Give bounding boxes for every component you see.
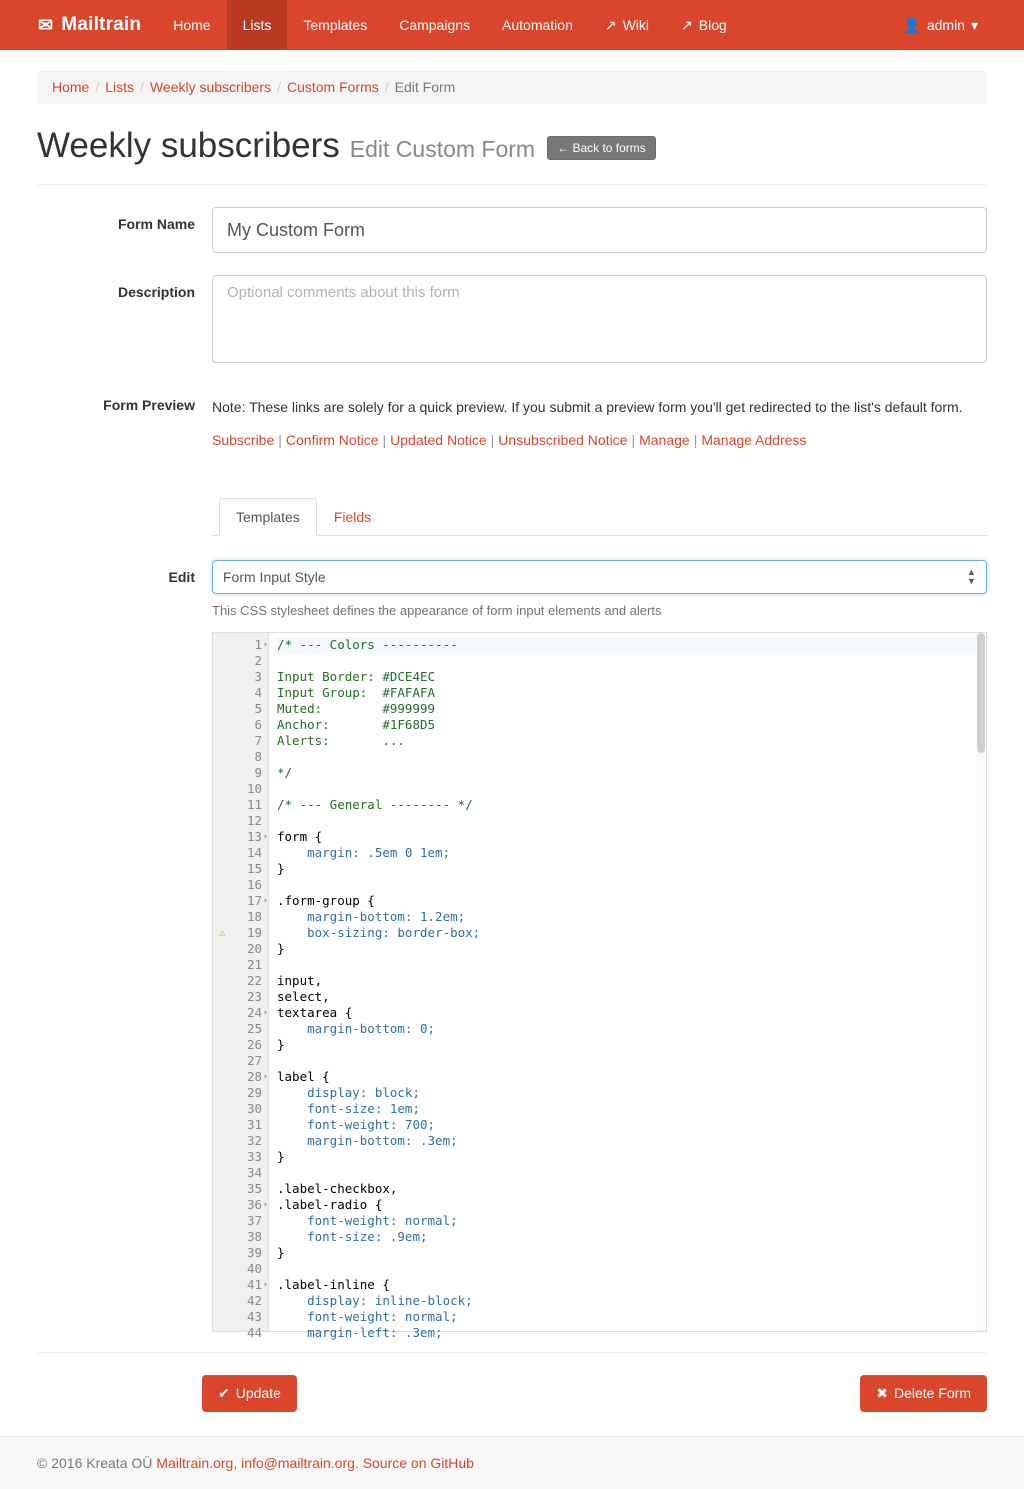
footer-sep-1: , bbox=[233, 1455, 242, 1471]
edit-select-row bbox=[37, 560, 987, 1340]
delete-button-label: Delete Form bbox=[893, 1385, 971, 1401]
editor-line-number: 15 bbox=[246, 861, 262, 876]
editor-line-number: 35 bbox=[246, 1181, 262, 1196]
editor-line-number: 3 bbox=[254, 669, 262, 684]
editor-line-text: font-size: .9em; bbox=[277, 1229, 428, 1244]
nav-label-campaigns: Campaigns bbox=[399, 17, 471, 33]
fold-toggle-icon[interactable]: ▾ bbox=[263, 1200, 268, 1209]
nav-item-automation[interactable] bbox=[486, 0, 589, 50]
cross-icon: ✖ bbox=[876, 1385, 888, 1401]
preview-link-unsubscribed-notice[interactable]: Unsubscribed Notice bbox=[498, 432, 628, 448]
editor-line bbox=[277, 797, 986, 813]
preview-link-confirm-notice[interactable]: Confirm Notice bbox=[285, 432, 379, 448]
editor-line-number: 5 bbox=[254, 701, 262, 716]
editor-line bbox=[277, 1101, 986, 1117]
editor-line-number: 34 bbox=[246, 1165, 262, 1180]
editor-line-text: font-weight: normal; bbox=[277, 1309, 458, 1324]
editor-line-number: 24 ▾ bbox=[246, 1005, 268, 1020]
footer-sep-2: . bbox=[354, 1455, 363, 1471]
external-link-icon: ↗ bbox=[681, 16, 693, 33]
breadcrumb-sep: / bbox=[140, 79, 144, 95]
editor-line bbox=[277, 1245, 986, 1261]
editor-line-text: form { bbox=[277, 829, 323, 844]
editor-line-number: 14 bbox=[246, 845, 262, 860]
editor-line-number: 13 ▾ bbox=[246, 829, 268, 844]
fold-toggle-icon[interactable]: ▾ bbox=[263, 832, 268, 841]
tab-templates[interactable]: Templates bbox=[219, 498, 317, 536]
tabs bbox=[212, 498, 987, 536]
editor-line-number: 23 bbox=[246, 989, 262, 1004]
editor-line-text: font-weight: 700; bbox=[277, 1117, 436, 1132]
link-separator: | bbox=[693, 432, 698, 448]
footer-link-mailtrain[interactable]: Mailtrain.org bbox=[156, 1455, 234, 1471]
editor-line-number: 27 bbox=[246, 1053, 262, 1068]
editor-line-text: } bbox=[277, 1149, 285, 1164]
nav-label-blog: Blog bbox=[698, 17, 727, 33]
user-name: admin bbox=[926, 17, 965, 33]
editor-line-number: 26 bbox=[246, 1037, 262, 1052]
editor-line bbox=[277, 1197, 986, 1213]
editor-line-number: 28 ▾ bbox=[246, 1069, 268, 1084]
editor-line bbox=[277, 1165, 986, 1181]
editor-line-number: 22 bbox=[246, 973, 262, 988]
breadcrumb-item-list[interactable]: Weekly subscribers bbox=[149, 79, 272, 95]
editor-line bbox=[277, 925, 986, 941]
editor-line-text: } bbox=[277, 1037, 285, 1052]
editor-line bbox=[277, 1213, 986, 1229]
editor-line-number: 6 bbox=[254, 717, 262, 732]
nav-label-lists: Lists bbox=[242, 17, 272, 33]
editor-line bbox=[277, 733, 986, 749]
editor-line-text: } bbox=[277, 941, 285, 956]
editor-line-text: Anchor: #1F68D5 bbox=[277, 717, 436, 732]
editor-line-text: .label-radio { bbox=[277, 1197, 383, 1212]
editor-line-text: .form-group { bbox=[277, 893, 375, 908]
envelope-icon: ✉ bbox=[38, 15, 54, 35]
select-stepper-icon: ▲ ▼ bbox=[967, 567, 976, 586]
editor-line-text: display: inline-block; bbox=[277, 1293, 473, 1308]
editor-line-text: margin-bottom: 0; bbox=[277, 1021, 436, 1036]
editor-line-number: 43 bbox=[246, 1309, 262, 1324]
editor-line bbox=[277, 1005, 986, 1021]
editor-line-number: 8 bbox=[254, 749, 262, 764]
editor-line-number: 31 bbox=[246, 1117, 262, 1132]
editor-line-text: .label-checkbox, bbox=[277, 1181, 398, 1196]
editor-line-number: 36 ▾ bbox=[246, 1197, 268, 1212]
form-preview-row bbox=[37, 388, 987, 448]
editor-line bbox=[277, 781, 986, 797]
editor-line bbox=[277, 765, 986, 781]
nav-item-wiki[interactable] bbox=[589, 0, 665, 50]
editor-line-text: margin-left: .3em; bbox=[277, 1325, 443, 1340]
editor-line bbox=[277, 637, 986, 653]
check-icon: ✔ bbox=[218, 1385, 230, 1401]
top-navbar bbox=[0, 0, 1024, 50]
editor-line-number: 32 bbox=[246, 1133, 262, 1148]
select-help-text: This CSS stylesheet defines the appearance of form input elements and alerts bbox=[212, 603, 662, 618]
footer-link-email[interactable]: info@mailtrain.org bbox=[241, 1455, 355, 1471]
back-to-forms-button[interactable]: ← Back to forms bbox=[547, 136, 656, 160]
update-button-label: Update bbox=[235, 1385, 281, 1401]
brand-logo[interactable] bbox=[0, 0, 157, 50]
editor-line-number: 33 bbox=[246, 1149, 262, 1164]
editor-line-number: 37 bbox=[246, 1213, 262, 1228]
preview-link-updated-notice[interactable]: Updated Notice bbox=[390, 432, 487, 448]
description-label: Description bbox=[117, 284, 195, 300]
editor-line bbox=[277, 1293, 986, 1309]
link-separator: | bbox=[490, 432, 495, 448]
editor-line-text: margin-bottom: .3em; bbox=[277, 1133, 458, 1148]
editor-line bbox=[277, 893, 986, 909]
editor-line-text: label { bbox=[277, 1069, 330, 1084]
description-field bbox=[212, 275, 987, 366]
editor-line-number: 1 ▾ bbox=[254, 637, 268, 652]
editor-line bbox=[277, 1149, 986, 1165]
form-preview-field bbox=[212, 388, 987, 448]
link-separator: | bbox=[382, 432, 387, 448]
preview-link-manage[interactable]: Manage bbox=[639, 432, 690, 448]
editor-line-number: 29 bbox=[246, 1085, 262, 1100]
delete-form-button[interactable] bbox=[860, 1375, 987, 1412]
editor-line bbox=[277, 1309, 986, 1325]
breadcrumb-sep: / bbox=[384, 79, 389, 95]
editor-line-number: 7 bbox=[254, 733, 262, 748]
breadcrumb-item-lists[interactable]: Lists bbox=[105, 79, 135, 95]
editor-line bbox=[277, 653, 986, 669]
preview-link-subscribe[interactable]: Subscribe bbox=[212, 432, 275, 448]
editor-line-number: 17 ▾ bbox=[246, 893, 268, 908]
breadcrumb bbox=[37, 70, 987, 104]
editor-line-number: 30 bbox=[246, 1101, 262, 1116]
editor-line-number: 10 bbox=[246, 781, 262, 796]
editor-line-number: 18 bbox=[246, 909, 262, 924]
editor-line bbox=[277, 1261, 986, 1277]
editor-line-text: */ bbox=[277, 765, 293, 780]
editor-line-text: font-weight: normal; bbox=[277, 1213, 458, 1228]
editor-line-number: 39 bbox=[246, 1245, 262, 1260]
form-preview-note: Note: These links are solely for a quick preview. If you submit a preview form you'll get redirected to the list's default form. bbox=[212, 399, 963, 415]
fold-toggle-icon[interactable]: ▾ bbox=[263, 1008, 268, 1017]
editor-line-number: 16 bbox=[246, 877, 262, 892]
editor-line bbox=[277, 717, 986, 733]
nav-item-lists[interactable] bbox=[227, 0, 288, 50]
editor-line-text: .label-inline { bbox=[277, 1277, 390, 1292]
nav-item-campaigns[interactable] bbox=[383, 0, 486, 50]
editor-line-number: 12 bbox=[246, 813, 262, 828]
template-select[interactable] bbox=[212, 560, 987, 594]
update-button[interactable] bbox=[202, 1375, 297, 1412]
editor-line-number: 25 bbox=[246, 1021, 262, 1036]
form-actions bbox=[37, 1352, 987, 1412]
editor-line-number: 9 bbox=[254, 765, 262, 780]
editor-line-text: /* --- Colors ---------- bbox=[277, 637, 458, 652]
editor-line-number: 11 bbox=[246, 797, 262, 812]
editor-code-area[interactable] bbox=[269, 633, 986, 1340]
editor-line-number: 42 bbox=[246, 1293, 262, 1308]
editor-line-text: margin: .5em 0 1em; bbox=[277, 845, 451, 860]
nav-label-home: Home bbox=[173, 17, 211, 33]
editor-line bbox=[277, 1181, 986, 1197]
editor-line bbox=[277, 1277, 986, 1293]
footer-inner bbox=[37, 1455, 987, 1471]
editor-scrollbar[interactable] bbox=[976, 633, 986, 1331]
nav-label-templates: Templates bbox=[303, 17, 368, 33]
editor-line-text: input, bbox=[277, 973, 323, 988]
nav-item-home[interactable] bbox=[157, 0, 226, 50]
edit-select-wrap bbox=[212, 560, 987, 1340]
editor-line bbox=[277, 1021, 986, 1037]
editor-line bbox=[277, 957, 986, 973]
editor-scrollbar-thumb[interactable] bbox=[977, 633, 985, 753]
editor-line bbox=[277, 701, 986, 717]
form-name-field bbox=[212, 207, 987, 253]
editor-line-text: /* --- General -------- */ bbox=[277, 797, 473, 812]
nav-label-wiki: Wiki bbox=[622, 17, 650, 33]
editor-line bbox=[277, 861, 986, 877]
nav-item-templates[interactable] bbox=[287, 0, 383, 50]
page-title: Weekly subscribers bbox=[37, 126, 340, 165]
form-name-label: Form Name bbox=[117, 216, 195, 232]
editor-line-number: 21 bbox=[246, 957, 262, 972]
preview-link-manage-address[interactable]: Manage Address bbox=[701, 432, 807, 448]
breadcrumb-sep: / bbox=[277, 79, 281, 95]
editor-line-number: ⚠ 19 bbox=[213, 925, 268, 941]
editor-line bbox=[277, 973, 986, 989]
nav-label-automation: Automation bbox=[502, 17, 573, 33]
user-menu[interactable] bbox=[887, 0, 994, 50]
editor-line bbox=[277, 1069, 986, 1085]
editor-line-number: 2 bbox=[254, 653, 262, 668]
form-preview-links bbox=[212, 432, 987, 448]
editor-line bbox=[277, 909, 986, 925]
editor-line-number: 4 bbox=[254, 685, 262, 700]
editor-line-text: margin-bottom: 1.2em; bbox=[277, 909, 466, 924]
editor-line bbox=[277, 1053, 986, 1069]
editor-line bbox=[277, 829, 986, 845]
description-textarea[interactable] bbox=[212, 275, 987, 363]
editor-line bbox=[277, 1133, 986, 1149]
footer-link-github[interactable]: Source on GitHub bbox=[362, 1455, 474, 1471]
editor-line-number: 41 ▾ bbox=[246, 1277, 268, 1292]
editor-line-number: 38 bbox=[246, 1229, 262, 1244]
breadcrumb-item-current: Edit Form bbox=[394, 79, 456, 95]
editor-line-text: box-sizing: border-box; bbox=[277, 925, 481, 940]
external-link-icon: ↗ bbox=[604, 16, 617, 33]
form-name-input[interactable] bbox=[212, 207, 987, 253]
form-preview-label: Form Preview bbox=[103, 397, 195, 413]
nav-item-blog[interactable] bbox=[665, 0, 743, 50]
editor-line-text: Muted: #999999 bbox=[277, 701, 436, 716]
editor-line bbox=[277, 1085, 986, 1101]
editor-line bbox=[277, 1229, 986, 1245]
edit-label: Edit bbox=[168, 569, 195, 585]
editor-line bbox=[277, 989, 986, 1005]
fold-toggle-icon[interactable]: ▾ bbox=[263, 1280, 268, 1289]
editor-line bbox=[277, 845, 986, 861]
footer-copyright: © 2016 Kreata OÜ bbox=[37, 1455, 157, 1471]
chevron-down-icon: ▾ bbox=[970, 16, 978, 33]
link-separator: | bbox=[631, 432, 636, 448]
editor-line-text: Alerts: ... bbox=[277, 733, 405, 748]
link-separator: | bbox=[278, 432, 282, 448]
editor-gutter bbox=[213, 633, 269, 1340]
editor-line-text: display: block; bbox=[277, 1085, 420, 1100]
editor-line bbox=[277, 813, 986, 829]
user-icon: 👤 bbox=[903, 16, 921, 33]
page-container bbox=[37, 70, 987, 1412]
editor-line-text: Input Group: #FAFAFA bbox=[277, 685, 436, 700]
editor-line-text: font-size: 1em; bbox=[277, 1101, 420, 1116]
editor-line-number: 44 bbox=[246, 1325, 262, 1340]
editor-line-text: } bbox=[277, 861, 285, 876]
editor-line bbox=[277, 877, 986, 893]
editor-line-text: textarea { bbox=[277, 1005, 353, 1020]
tab-fields[interactable]: Fields bbox=[333, 509, 372, 525]
editor-line bbox=[277, 1117, 986, 1133]
brand-label: Mailtrain bbox=[61, 14, 142, 35]
navbar-right bbox=[887, 0, 1024, 50]
fold-toggle-icon[interactable]: ▾ bbox=[263, 640, 268, 649]
tabs-container bbox=[212, 498, 987, 536]
editor-line-number: 20 bbox=[246, 941, 262, 956]
description-row bbox=[37, 275, 987, 366]
editor-line bbox=[277, 685, 986, 701]
editor-line bbox=[277, 669, 986, 685]
editor-line-text: Input Border: #DCE4EC bbox=[277, 669, 436, 684]
fold-toggle-icon[interactable]: ▾ bbox=[263, 896, 268, 905]
page-header bbox=[37, 126, 987, 185]
editor-line-number: 40 bbox=[246, 1261, 262, 1276]
editor-line-text: select, bbox=[277, 989, 330, 1004]
breadcrumb-sep: / bbox=[95, 79, 100, 95]
css-code-editor[interactable] bbox=[212, 632, 987, 1340]
form-name-row bbox=[37, 207, 987, 253]
page-subtitle: Edit Custom Form bbox=[349, 136, 536, 162]
breadcrumb-item-custom-forms[interactable]: Custom Forms bbox=[286, 79, 379, 95]
editor-line bbox=[277, 941, 986, 957]
editor-line bbox=[277, 1037, 986, 1053]
editor-line-text: } bbox=[277, 1245, 285, 1260]
page-footer bbox=[0, 1436, 1024, 1489]
editor-line bbox=[277, 749, 986, 765]
fold-toggle-icon[interactable]: ▾ bbox=[263, 1072, 268, 1081]
editor-inner bbox=[213, 633, 986, 1340]
breadcrumb-item-home[interactable]: Home bbox=[52, 79, 90, 95]
editor-line bbox=[277, 1325, 986, 1341]
